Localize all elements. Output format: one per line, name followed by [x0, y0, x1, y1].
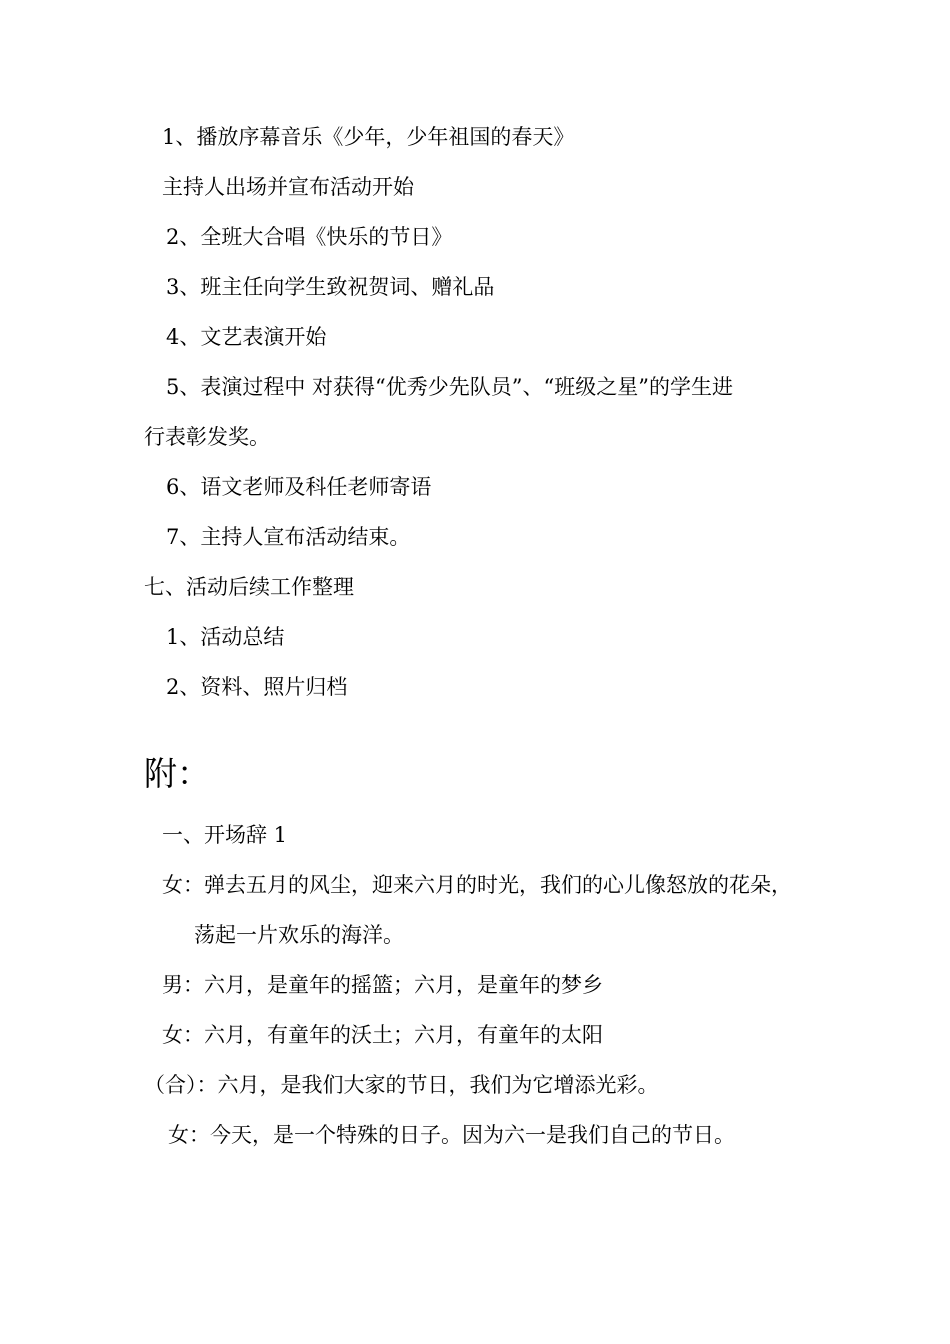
host-announces-start: 主持人出场并宣布活动开始	[162, 175, 414, 199]
program-step-1: 1、播放序幕音乐《少年，少年祖国的春天》	[162, 125, 575, 149]
program-step-4: 4、文艺表演开始	[166, 325, 327, 349]
appendix-heading: 附：	[144, 754, 210, 793]
female-line-2: 女：六月，有童年的沃土；六月，有童年的太阳	[162, 1023, 603, 1047]
opening-speech-title: 一、开场辞 1	[162, 823, 288, 847]
female-line-3: 女：今天，是一个特殊的日子。因为六一是我们自己的节日。	[168, 1123, 735, 1147]
female-line-1: 女：弹去五月的风尘，迎来六月的时光，我们的心儿像怒放的花朵，	[162, 873, 792, 897]
program-step-5-continued: 行表彰发奖。	[144, 425, 270, 449]
program-step-7: 7、主持人宣布活动结束。	[166, 525, 411, 549]
program-step-6: 6、语文老师及科任老师寄语	[166, 475, 432, 499]
program-step-2: 2、全班大合唱《快乐的节日》	[166, 225, 453, 249]
section-heading-follow-up: 七、活动后续工作整理	[144, 575, 354, 599]
follow-up-step-1: 1、活动总结	[166, 625, 285, 649]
program-step-3: 3、班主任向学生致祝贺词、赠礼品	[166, 275, 495, 299]
female-line-1-continued: 荡起一片欢乐的海洋。	[194, 923, 404, 947]
together-line: （合）：六月，是我们大家的节日，我们为它增添光彩。	[144, 1073, 659, 1097]
follow-up-step-2: 2、资料、照片归档	[166, 675, 348, 699]
male-line-1: 男：六月，是童年的摇篮；六月，是童年的梦乡	[162, 973, 603, 997]
program-step-5: 5、表演过程中 对获得“优秀少先队员”、“班级之星”的学生进	[166, 375, 733, 399]
